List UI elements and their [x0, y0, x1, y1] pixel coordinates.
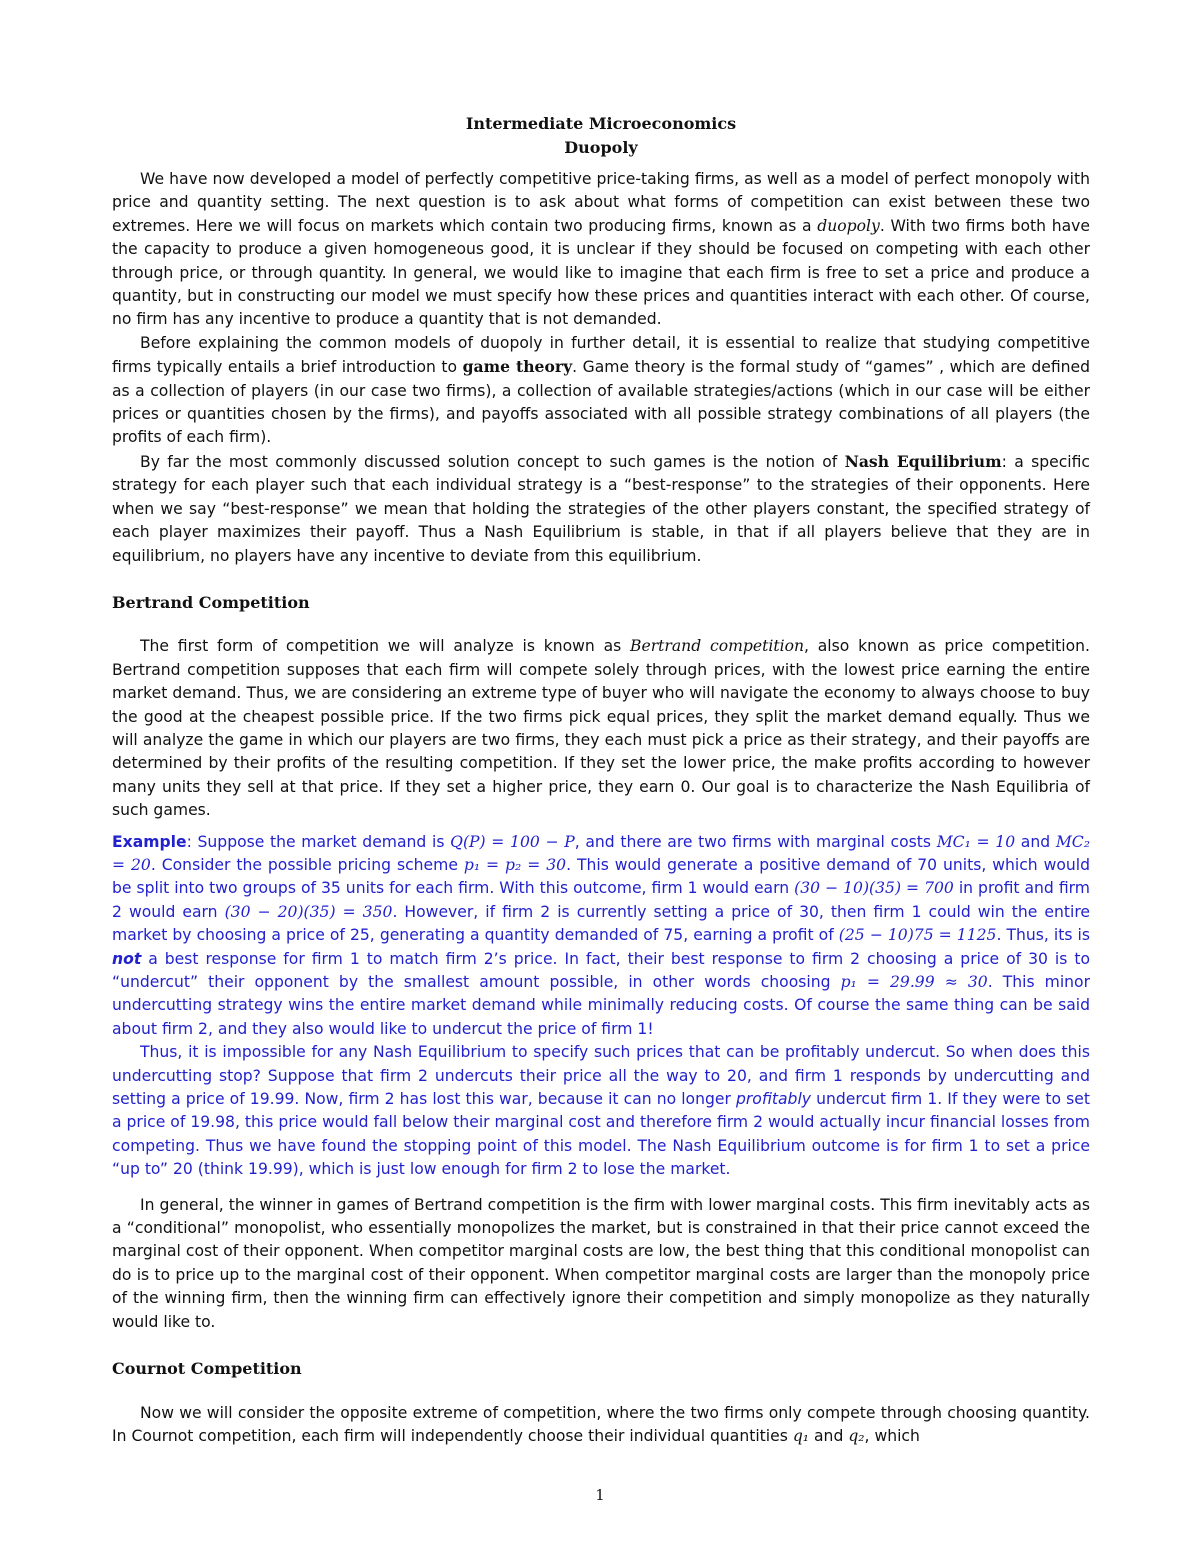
- bertrand-paragraph-2: In general, the winner in games of Bertrand competition is the firm with lower marginal costs. This firm inevitably acts as a “conditional” monopolist, who essentially monopolizes the market, but is constrained in that their price cannot exceed the marginal cost of their opponent. When competitor marginal costs are low, the best thing that this conditional monopolist can do is to price up to the marginal cost of their opponent. When competitor marginal costs are larger than the monopoly price of the winning firm, then the winning firm can effectively ignore their competition and simply monopolize as they naturally would like to.: [112, 1195, 1090, 1331]
- demand-equation: Q(P) = 100 − P: [450, 832, 575, 851]
- mc1-equation: MC₁ = 10: [936, 832, 1016, 851]
- game-theory-term: game theory: [462, 357, 573, 377]
- intro-paragraph-2: Before explaining the common models of duopoly in further detail, it is essential to realize that studying competitive firms typically entails a brief introduction to game theory. Game theory is the formal study of “games” , which are defined as a collection of players (in our case two firms), a collection of available strategies/actions (which in our case will be either prices or quantities chosen by the firms), and payoffs associated with all possible strategy combinations of all players (the profits of each firm).: [112, 333, 1091, 447]
- page-number: 1: [595, 1486, 605, 1504]
- nash-equilibrium-term: Nash Equilibrium: [844, 451, 1002, 471]
- intro-paragraph-1: We have now developed a model of perfectly competitive price-taking firms, as well as a model of perfect monopoly with price and quantity setting. The next question is to ask about what forms of competition can exist between these two extremes. Here we will focus on markets which contain two producing firms, known as a duopoly. With two firms both have the capacity to produce a given homogeneous good, it is unclear if they should be focused on competing with each other through price, or through quantity. In general, we would like to imagine that each firm is free to set a price and produce a quantity, but in constructing our model we must specify how these prices and quantities interact with each other. Of course, no firm has any incentive to produce a quantity that is not demanded.: [112, 170, 1090, 329]
- bertrand-heading: Bertrand Competition: [112, 592, 310, 612]
- example-paragraph-2: Thus, it is impossible for any Nash Equilibrium to specify such prices that can be profitably undercut. So when does this undercutting stop? Suppose that firm 2 undercuts their price all the way to 20, and firm 1 responds by undercutting and setting a price of 19.99. Now, firm 2 has lost this war, because it can no longer profitably undercut firm 1. If they were to set a price of 19.98, this price would fall below their marginal cost and therefore firm 2 would actually incur financial losses from competing. Thus we have found the stopping point of this model. The Nash Equilibrium outcome is for firm 1 to set a price “up to” 20 (think 19.99), which is just low enough for firm 2 to lose the market.: [112, 1043, 1090, 1179]
- example-block: [112, 831, 1090, 1182]
- topic-title: Duopoly: [564, 138, 638, 157]
- bertrand-term: Bertrand competition: [630, 637, 805, 656]
- cournot-paragraph-1: Now we will consider the opposite extreme of competition, where the two firms only compete through choosing quantity. In Cournot competition, each firm will independently choose their individual quantities q₁ and q₂, which: [112, 1403, 1090, 1445]
- document-page: [112, 112, 1090, 1448]
- example-paragraph-1: Example: Suppose the market demand is Q(P) = 100 − P, and there are two firms with marginal costs MC₁ = 10 and MC₂ = 20. Consider the possible pricing scheme p₁ = p₂ = 30. This would generate a positive demand of 70 units, which would be split into two groups of 35 units for each firm. With this outcome, firm 1 would earn (30 − 10)(35) = 700 in profit and firm 2 would earn (30 − 20)(35) = 350. However, if firm 2 is currently setting a price of 30, then firm 1 could win the entire market by choosing a price of 25, generating a quantity demanded of 75, earning a profit of (25 − 10)75 = 1125. Thus, its is not a best response for firm 1 to match firm 2’s price. In fact, their best response to firm 2 choosing a price of 30 is to “undercut” their opponent by the smallest amount possible, in other words choosing p₁ = 29.99 ≈ 30. This minor undercutting strategy wins the entire market demand while minimally reducing costs. Of course the same thing can be said about firm 2, and they also would like to undercut the price of firm 1!: [112, 832, 1091, 1038]
- undercut-equation: p₁ = 29.99 ≈ 30: [840, 973, 988, 991]
- intro-paragraph-3: By far the most commonly discussed solution concept to such games is the notion of Nash Equilibrium: a specific strategy for each player such that each individual strategy is a “best-response” to the strategies of their opponents. Here when we say “best-response” we mean that holding the strategies of the other players constant, the specified strategy of each player maximizes their payoff. Thus a Nash Equilibrium is stable, in that if all players believe that they are in equilibrium, no players have any incentive to deviate from this equilibrium.: [112, 451, 1090, 565]
- price-scheme-equation: p₁ = p₂ = 30: [463, 855, 567, 874]
- not-emphasis: not: [112, 949, 142, 968]
- title-block: [112, 112, 1090, 160]
- q1-symbol: q₁: [792, 1426, 810, 1445]
- duopoly-term: duopoly: [817, 216, 880, 235]
- cournot-heading: Cournot Competition: [112, 1359, 302, 1379]
- profitably-emphasis: profitably: [735, 1090, 812, 1109]
- profit2-equation: (30 − 20)(35) = 350: [224, 902, 393, 921]
- course-title: Intermediate Microeconomics: [465, 114, 737, 133]
- profit1-equation: (30 − 10)(35) = 700: [794, 879, 954, 898]
- bertrand-paragraph-1: The first form of competition we will analyze is known as Bertrand competition, also known as price competition. Bertrand competition supposes that each firm will compete solely through prices, with the lowest price earning the entire market demand. Thus, we are considering an extreme type of buyer who will navigate the economy to always choose to buy the good at the cheapest possible price. If the two firms pick equal prices, they split the market demand equally. Thus we will analyze the game in which our players are two firms, they each must pick a price as their strategy, and their payoffs are determined by their profits of the resulting competition. If they set the lower price, the make profits according to however many units they sell at that price. If they set a higher price, they earn 0. Our goal is to characterize the Nash Equilibria of such games.: [112, 637, 1090, 820]
- mc2-equation: MC₂ = 20: [112, 832, 1090, 874]
- q2-symbol: q₂: [848, 1426, 865, 1445]
- profit3-equation: (25 − 10)75 = 1125: [838, 926, 997, 945]
- example-label: Example: [112, 832, 187, 851]
